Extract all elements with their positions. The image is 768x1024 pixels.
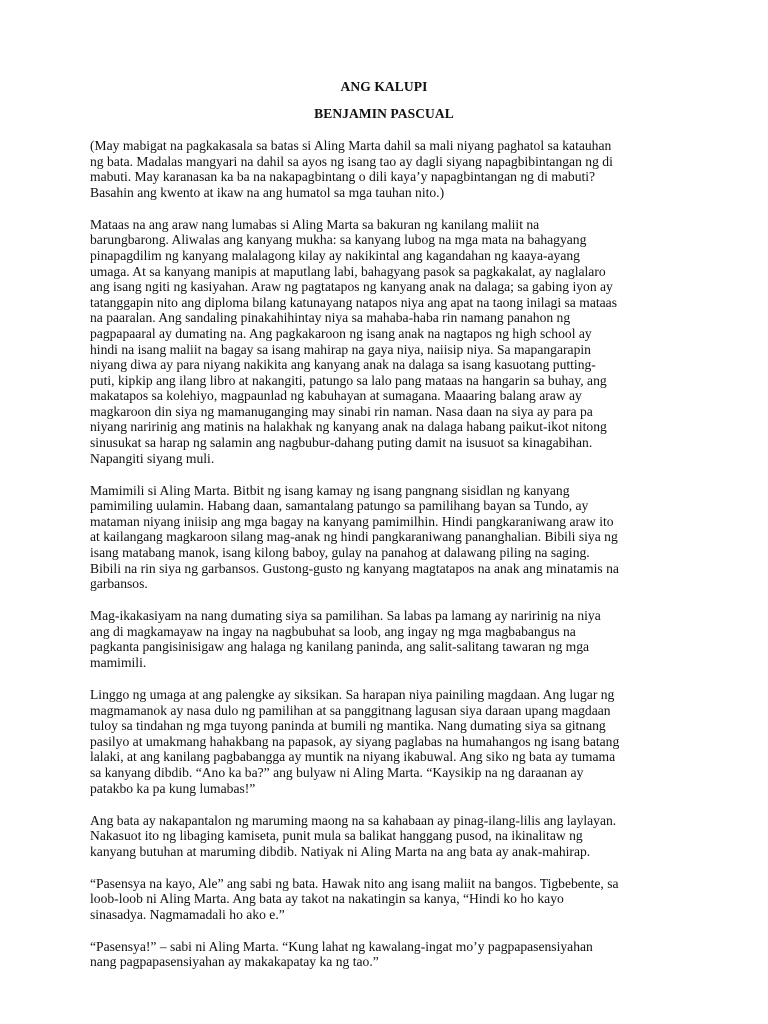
document-title: ANG KALUPI [340, 79, 428, 94]
document-body [90, 138, 690, 986]
paragraph: Mataas na ang araw nang lumabas si Aling Marta sa bakuran ng kanilang maliit na barungbarong. Aliwalas ang kanyang mukha: sa kanyang lubog na mga mata na bahagyang pinapagdilim ng kanyang malalagong kilay ay nakikintal ang kagandahan ng kaaya-ayang umaga. At sa kanyang manipis at maputlang labi, bahagyang pasok sa pagkakalat, ay naglalaro ang isang ngiti ng kasiyahan. Araw ng pagtatapos ng kanyang anak na dalaga; sa gabing iyon ay tatanggapin nito ang diploma bilang katunayang natapos niya ang apat na taong inilagi sa mataas na paaralan. Ang sandaling pinakahihintay niya sa mahaba-haba rin namang panahon ng pagpapaaral ay dumating na. Ang pagkakaroon ng isang anak na nagtapos ng high school ay hindi na isang maliit na bagay sa isang mahirap na gaya niya, naiisip niya. Sa mapangarapin niyang diwa ay para niyang nakikita ang kanyang anak na dalaga sa isang kasuotang putting- puti, kipkip ang ilang libro at nakangiti, patungo sa lalo pang mataas na hangarin sa buhay, ang makatapos sa kolehiyo, magpaunlad ng kabuhayan at sumagana. Maaaring balang araw ay magkaroon din siya ng mamanuganging may sinabi rin naman. Nasa daan na siya ay para pa niyang naririnig ang matinis na halakhak ng kanyang anak na dalaga habang paikut-ikot nitong sinusukat sa harap ng salamin ang nagbubur-dahang puting damit na isusuot sa kinagabihan. Napangiti siyang muli. [90, 216, 617, 466]
paragraph: “Pasensya na kayo, Ale” ang sabi ng bata. Hawak nito ang isang maliit na bangos. Tigbebente, sa loob-loob ni Aling Marta. Ang bata ay takot na nakatingin sa kanya, “Hindi ko ho kayo sinasadya. Nagmamadali ho ako e.” [90, 875, 619, 922]
paragraph: “Pasensya!” – sabi ni Aling Marta. “Kung lahat ng kawalang-ingat mo’y pagpapasensiyahan nang pagpapasensiyahan ay makakapatay ka ng tao.” [90, 938, 593, 970]
paragraph-intro: (May mabigat na pagkakasala sa batas si Aling Marta dahil sa mali niyang paghatol sa katauhan ng bata. Madalas mangyari na dahil sa ayos ng isang tao ay dagli siyang napagbibintangan ng di mabuti. May karanasan ka ba na nakapagbintang o dili kaya’y napagbintangan ng di mabuti? Basahin ang kwento at ikaw na ang humatol sa mga tauhan nito.) [90, 138, 613, 200]
paragraph: Linggo ng umaga at ang palengke ay siksikan. Sa harapan niya painiling magdaan. Ang lugar ng magmamanok ay nasa dulo ng pamilihan at sa panggitnang lagusan siya daraan upang magdaan tuloy sa tindahan ng mga tuyong paninda at bumili ng mantika. Nang dumating siya sa gitnang pasilyo at umakmang hahakbang na papasok, ay siyang paglabas na humahangos ng isang batang lalaki, at ang kanilang pagbabangga ay muntik na niyang ikabuwal. Ang siko ng bata ay tumama sa kanyang dibdib. “Ano ka ba?” ang bulyaw ni Aling Marta. “Kaysikip na ng daraanan ay patakbo ka pa kung lumabas!” [90, 686, 620, 796]
paragraph: Mag-ikakasiyam na nang dumating siya sa pamilihan. Sa labas pa lamang ay naririnig na niya ang di magkamayaw na ingay na nagbubuhat sa loob, ang ingay ng mga magbabangus na pagkanta pangisinisigaw ang halaga ng kanilang paninda, ang salit-salitang tawaran ng mga mamimili. [90, 608, 601, 670]
paragraph: Mamimili si Aling Marta. Bitbit ng isang kamay ng isang pangnang sisidlan ng kanyang pamimiling uulamin. Habang daan, samantalang patungo sa pamilihang bayan sa Tundo, ay mataman niyang iniisip ang mga bagay na kanyang pamimilhin. Hindi pangkaraniwang araw ito at kailangang magkaroon silang mag-anak ng hindi pangkaraniwang pananghalian. Bibili siya ng isang matabang manok, isang kilong baboy, gulay na panahog at dalawang piling na saging. Bibili na rin siya ng garbansos. Gustong-gusto ng kanyang magtatapos na anak ang minatamis na garbansos. [90, 482, 619, 592]
paragraph: Ang bata ay nakapantalon ng maruming maong na sa kahabaan ay pinag-ilang-lilis ang laylayan. Nakasuot ito ng libaging kamiseta, punit mula sa balikat hanggang pusod, na ikinalitaw ng kanyang butuhan at maruming dibdib. Natiyak ni Aling Marta na ang bata ay anak-mahirap. [90, 812, 617, 859]
title-block [0, 78, 768, 123]
document-author: BENJAMIN PASCUAL [314, 106, 454, 121]
